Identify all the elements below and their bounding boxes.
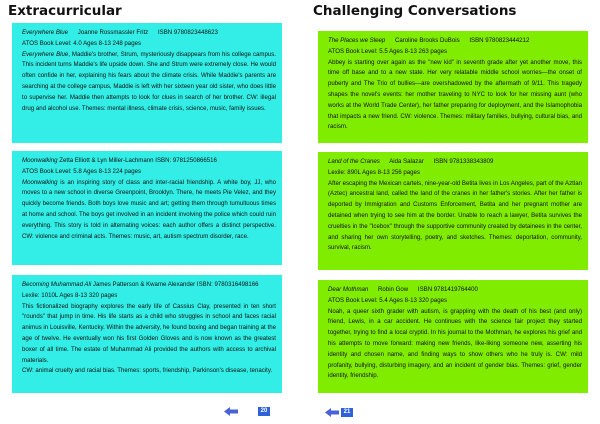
book-title: Becoming Muhammad Ali — [22, 281, 92, 288]
left-page-heading: Extracurricular — [8, 3, 122, 19]
book-level: ATOS Book Level: 5.8 Ages 8-13 224 pages — [22, 167, 142, 175]
previous-page-arrow-icon[interactable] — [224, 407, 238, 416]
book-card-becoming-muhammad-ali — [12, 275, 282, 393]
book-author: Robin Gow — [378, 286, 409, 293]
book-header — [328, 157, 582, 168]
book-level: ATOS Book Level: 4.0 Ages 8-13 248 pages — [22, 39, 142, 47]
book-isbn: ISBN: 9781250866516 — [155, 157, 217, 164]
book-level: ATOS Book Level: 5.5 Ages 8-13 263 pages — [328, 47, 448, 55]
book-card-dear-mothman — [318, 280, 588, 393]
book-summary-title: Everywhere Blue — [22, 50, 69, 58]
book-author: Zetta Elliott & Lyn Miller-Lachmann — [59, 157, 154, 164]
left-page-number: 20 — [258, 407, 270, 416]
book-isbn: ISBN 9780823444212 — [469, 37, 530, 44]
book-header — [22, 156, 276, 167]
book-summary — [22, 178, 276, 243]
book-header — [22, 28, 276, 39]
book-title: Moonwalking — [22, 157, 58, 164]
book-summary: Abbey is starting over again as the "new kid" in seventh grade after yet another move, this time off base and to a new state. Her very relatable middle school worries—the onset of puberty and The Trio of bullies—are overshadowed by the aftermath of 9/11. This tragedy shapes the novel's events: her mother traveling to NYC to look for her missing aunt (who works at the World Trade Center), her father preparing for deployment, and the Islamophobia that impacts a new friend. CW: violence. Themes: military families, bullying, cultural bias, and racism. — [328, 58, 582, 131]
book-isbn: ISBN 9780823448623 — [157, 29, 218, 36]
book-card-land-of-the-cranes — [318, 152, 588, 270]
book-header — [328, 285, 582, 296]
book-summary: This fictionalized biography explores the early life of Cassius Clay, presented in ten short "rounds" that jump in time. His life starts as a child who struggles in school and faces racial animus in Louisville, Kentucky. Within the adversity, he found boxing and began training at the age of twelve. He eventually won his first Golden Gloves and is now known as the greatest boxer of all time. The estate of Muhammad Ali provided the authors with access to archival materials. — [22, 302, 276, 364]
book-summary-text: is an inspiring story of class and inter-racial friendship. A white boy, JJ, who moves to a new school in diverse Greenpoint, Brooklyn. There, he meets Pie Velez, and they quickly become friends. Both boys love music and art; getting them through tumultuous times at home and school. The boys get involved in an incident involving the police which could ruin everything. This story is told in alternating voices: each author offers a distinct perspective. CW: violence and criminal acts. Themes: music, art, autism spectrum disorder, race. — [22, 178, 276, 240]
right-page-heading: Challenging Conversations — [313, 3, 517, 19]
book-level: Lexile: 890L Ages 8-13 256 pages — [328, 168, 420, 176]
book-author: Joanne Rossmassler Fritz — [77, 29, 149, 36]
previous-page-arrow-icon-right[interactable] — [325, 408, 339, 417]
right-page-number: 21 — [341, 408, 353, 417]
book-level: Lexile: 1010L Ages 8-13 320 pages — [22, 291, 118, 299]
book-isbn: ISBN: 9780316498166 — [196, 281, 259, 288]
book-title: Dear Mothman — [328, 286, 369, 293]
book-card-the-places-we-sleep — [318, 31, 588, 143]
book-card-moonwalking — [12, 151, 282, 265]
book-level: ATOS Book Level: 5.4 Ages 8-13 320 pages — [328, 296, 448, 304]
book-summary-text: , Maddie's brother, Strum, mysteriously disappears from his college campus. This incident turns Maddie's life upside down. She and Strum were extremely close. He would often confide in her, explaining his fears about the climate crisis. While Maddie's parents are searching at the college campus, Maddie is left with her sixteen year old sister, who does little to supervise her. Maddie then attempts to look for clues in search of her brother. CW: illegal drug and alcohol use. Themes: mental illness, climate crisis, science, music, family issues. — [22, 50, 276, 112]
book-summary — [22, 50, 276, 115]
book-isbn: ISBN 9781338343809 — [433, 158, 494, 165]
book-isbn: ISBN 9781419764400 — [417, 286, 478, 293]
book-author: Caroline Brooks DuBois — [394, 37, 460, 44]
book-card-everywhere-blue — [12, 23, 282, 143]
book-title: Everywhere Blue — [22, 29, 69, 36]
book-content-warning: CW: animal cruelty and racial bias. Themes: sports, friendship, Parkinson's disease, tenacity. — [22, 367, 273, 375]
book-author: Aida Salazar — [389, 158, 424, 165]
book-header — [328, 36, 582, 47]
book-header — [22, 280, 276, 291]
book-title: The Places we Sleep — [328, 37, 386, 44]
book-summary-title: Moonwalking — [22, 178, 58, 186]
book-author: James Patterson & Kwame Alexander — [92, 281, 196, 288]
book-summary: Noah, a queer sixth grader with autism, is grappling with the death of his best (and only) friend, Lewis, in a car accident. He continues with the science fair project they started together, trying to find a local cryptid. In his journal to the Mothman, he explores his grief and his attempts to move forward: making new friends, like-liking someone new, asserting his identity and chosen name, and finding ways to show others who he truly is. CW: mild profanity, bullying, disturbing imagery, and an incident of gender bias. Themes: grief, gender identity, friendship. — [328, 307, 582, 380]
book-summary: After escaping the Mexican cartels, nine-year-old Betita lives in Los Angeles, part of the Aztlan (Aztec) ancestral land, called the land of the cranes in her father's stories. After her father is deported by Immigration and Customs Enforcement, Betita and her pregnant mother are detained when trying to see him at the border. Unable to reach a lawyer, Betita survives the cruelties in the "Icebox" through the supportive community created by detainees in the center, and sharing her own storytelling, poetry, and sketches. Themes: deportation, community, survival, racism. — [328, 179, 582, 252]
book-title: Land of the Cranes — [328, 158, 380, 165]
